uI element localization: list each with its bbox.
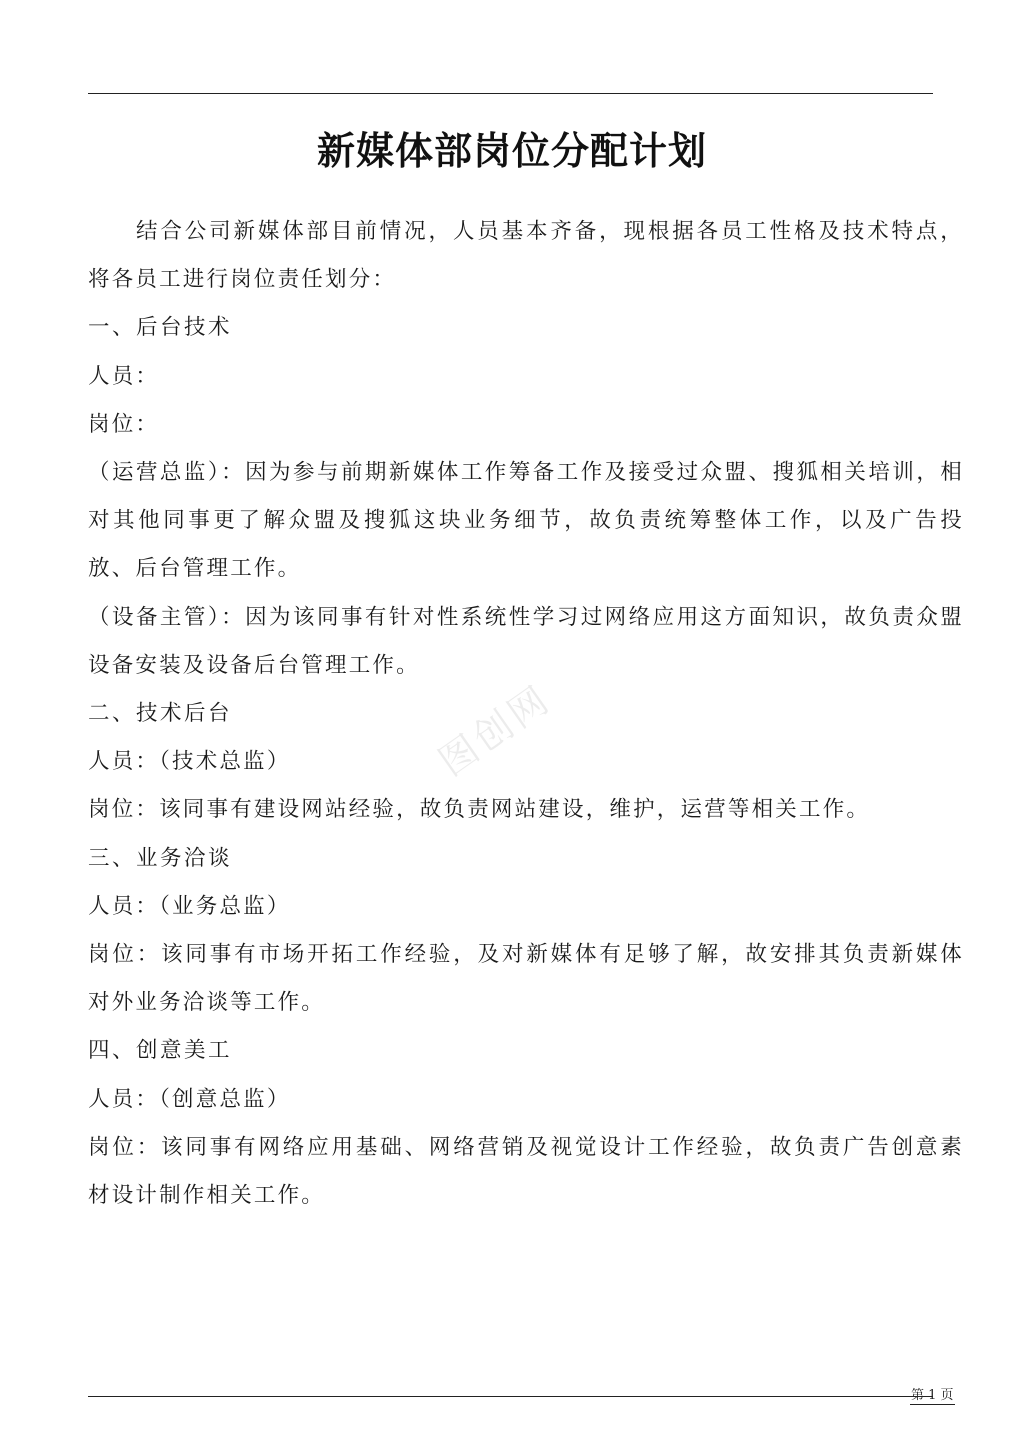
personnel-line: 人员：（业务总监） — [88, 893, 291, 919]
position-line: 岗位：该同事有网络应用基础、网络营销及视觉设计工作经验，故负责广告创意素材设计制作相关工作。 — [88, 1134, 964, 1209]
section-heading: 一、后台技术 — [88, 315, 233, 341]
role-detail-equipment: （设备主管）：因为该同事有针对性系统性学习过网络应用这方面知识，故负责众盟设备安装及设备后台管理工作。 — [88, 604, 964, 678]
section-heading: 三、业务洽谈 — [88, 845, 233, 871]
header-rule — [88, 93, 933, 94]
page-title: 新媒体部岗位分配计划 — [316, 129, 707, 173]
position-line: 岗位： — [88, 411, 160, 437]
personnel-line: 人员：（技术总监） — [88, 749, 291, 775]
page-number: 第 1 页 — [911, 1388, 954, 1403]
section-backend-tech — [88, 304, 964, 690]
footer-rule — [88, 1396, 933, 1397]
section-business — [88, 835, 964, 1028]
intro-paragraph: 结合公司新媒体部目前情况，人员基本齐备，现根据各员工性格及技术特点，将各员工进行岗位责任划分： — [88, 219, 964, 293]
section-heading: 四、创意美工 — [88, 1038, 233, 1064]
personnel-line: 人员： — [88, 363, 160, 389]
section-creative — [88, 1027, 964, 1220]
watermark: 图创网 — [430, 676, 560, 785]
position-line: 岗位：该同事有市场开拓工作经验，及对新媒体有足够了解，故安排其负责新媒体对外业务洽谈等工作。 — [88, 942, 964, 1016]
position-line: 岗位：该同事有建设网站经验，故负责网站建设，维护，运营等相关工作。 — [88, 797, 871, 823]
section-heading: 二、技术后台 — [88, 701, 233, 727]
role-detail-operations: （运营总监）：因为参与前期新媒体工作筹备工作及接受过众盟、搜狐相关培训，相对其他同事更了解众盟及搜狐这块业务细节，故负责统筹整体工作，以及广告投放、后台管理工作。 — [88, 460, 964, 582]
personnel-line: 人员：（创意总监） — [88, 1086, 291, 1112]
